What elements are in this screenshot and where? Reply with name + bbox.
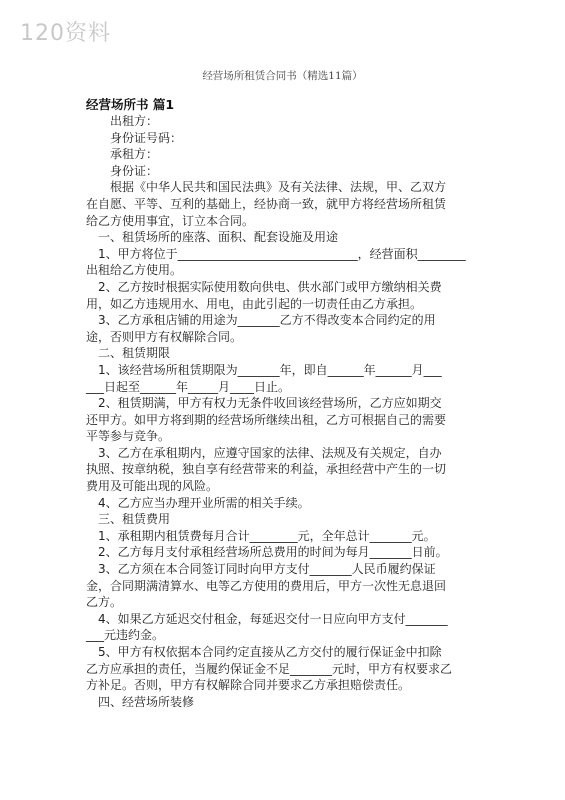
document-line: 身份证： [110,163,159,178]
document-line: 给乙方使用事宜，订立本合同。 [86,213,255,228]
document-line: 3、乙方承租店铺的用途为_______乙方不得改变本合同约定的用 [98,313,436,328]
document-line: 还甲方。如甲方将到期的经营场所继续出租，乙方可根据自己的需要 [86,412,447,427]
document-line: 四、经营场所装修 [98,694,195,709]
document-line: 2、乙方每月支付承租经营场所总费用的时间为每月_______日前。 [98,545,448,560]
document-line: 身份证号码： [110,130,183,145]
document-line: ___日起至______年_____月____日止。 [86,379,291,394]
document-line: 平等参与竞争。 [86,429,171,444]
document-line: 出租给乙方使用。 [86,263,183,278]
document-line: 1、甲方将位于______________________________，经营面积________ [98,246,466,261]
document-title: 经营场所租赁合同书（精选11篇） [202,70,363,82]
document-line: 执照、按章纳税，独自享有经营带来的利益，承担经营中产生的一切 [86,462,447,477]
document-line: 5、甲方有权依据本合同约定直接从乙方交付的履行保证金中扣除 [98,645,442,659]
document-line: 乙方。 [86,595,123,610]
document-line: 用，如乙方违规用水、用电，由此引起的一切责任由乙方承担。 [86,296,423,311]
document-line: 根据《中华人民共和国民法典》及有关法律、法规，甲、乙双方 [110,180,447,195]
document-line: 2、租赁期满，甲方有权力无条件收回该经营场所，乙方应如期交 [98,396,442,411]
document-line: 乙方应承担的责任，当履约保证金不足_______元时，甲方有权要求乙 [86,661,453,676]
section-heading: 经营场所书 篇1 [86,97,175,112]
document-line: 4、乙方应当办理开业所需的相关手续。 [98,495,310,510]
document-body [86,113,482,710]
document-line: 方补足。否则，甲方有权解除合同并要求乙方承担赔偿责任。 [86,678,411,693]
document-line: ___元违约金。 [86,628,165,643]
document-line: 三、租赁费用 [98,512,171,527]
document-line: 一、租赁场所的座落、面积、配套设施及用途 [98,230,339,245]
document-line: 承租方： [110,147,159,162]
document-line: 途，否则甲方有权解除合同。 [86,329,243,344]
document-line: 金，合同期满清算水、电等乙方使用的费用后，甲方一次性无息退回 [86,578,447,593]
document-line: 2、乙方按时根据实际使用数向供电、供水部门或甲方缴纳相关费 [98,279,442,294]
document-line: 在自愿、平等、互利的基础上，经协商一致，就甲方将经营场所租赁 [86,196,447,211]
document-line: 3、乙方须在本合同签订同时向甲方支付_______人民币履约保证 [98,562,436,577]
document-line: 1、该经营场所租赁期限为_______年，即自______年______月___ [98,362,442,377]
document-line: 4、如果乙方延迟交付租金，每延迟交付一日应向甲方支付_______ [98,611,448,626]
document-line: 3、乙方在承租期内，应遵守国家的法律、法规及有关规定，自办 [98,445,442,460]
document-line: 二、租赁期限 [98,346,171,361]
document-line: 1、承租期内租赁费每月合计________元，全年总计_______元。 [98,528,436,543]
document-line: 费用及可能出现的风险。 [86,479,219,494]
document-line: 出租方： [110,114,159,128]
watermark-text: 120资料 [20,21,111,46]
